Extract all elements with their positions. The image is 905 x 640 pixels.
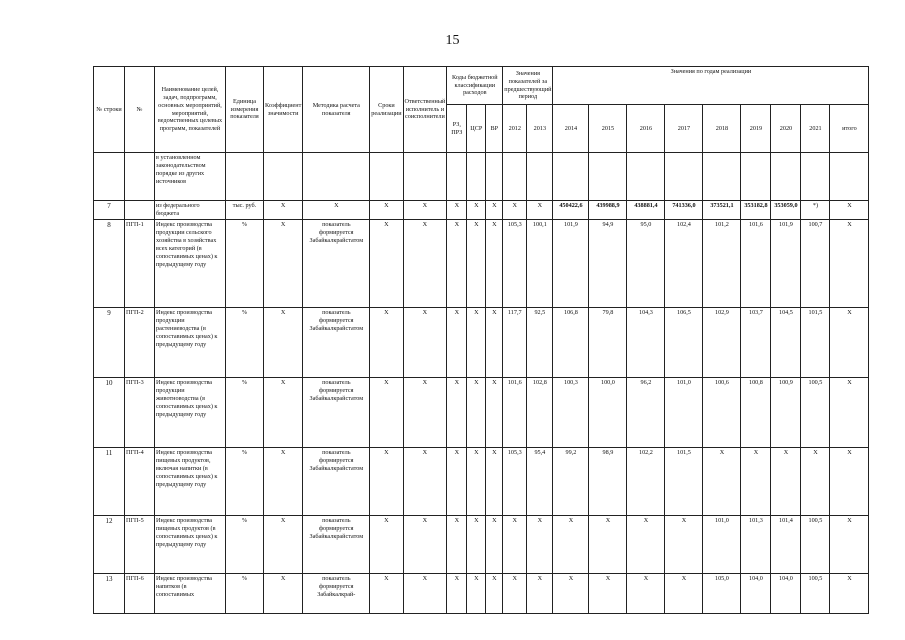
- cell-y2013: 100,1: [527, 219, 553, 307]
- cell-csr: X: [467, 377, 486, 447]
- cell-code: ПГП-3: [125, 377, 155, 447]
- cell-csr: X: [467, 219, 486, 307]
- cell-y2018: 373521,1: [703, 201, 741, 220]
- header-total: итого: [830, 105, 869, 153]
- cell-y2014: 100,3: [553, 377, 589, 447]
- cell-y2014: 450422,6: [553, 201, 589, 220]
- cell-vr: X: [486, 307, 503, 377]
- cell-unit: тыс. руб.: [226, 201, 264, 220]
- cell-vr: X: [486, 515, 503, 573]
- cell-y2021: 101,5: [801, 307, 830, 377]
- cell-unit: %: [226, 219, 264, 307]
- cell-name: Индекс производства пищевых продуктов, включая напитки (в сопоставимых ценах) к предыдущему году: [155, 447, 226, 515]
- cell-csr: X: [467, 201, 486, 220]
- cell-code: [125, 201, 155, 220]
- cell-y2016: 438881,4: [627, 201, 665, 220]
- cell-rz: X: [447, 307, 467, 377]
- cell-method: показатель формируется Забайкалкрай-: [303, 573, 370, 613]
- header-y2016: 2016: [627, 105, 665, 153]
- cell-no: 13: [94, 573, 125, 613]
- cell-vr: X: [486, 573, 503, 613]
- cell-rz: X: [447, 573, 467, 613]
- cell-method: показатель формируется Забайкалкрайстатом: [303, 307, 370, 377]
- header-num: №: [125, 67, 155, 153]
- cell-csr: X: [467, 447, 486, 515]
- cell-no: 12: [94, 515, 125, 573]
- header-y2014: 2014: [553, 105, 589, 153]
- cell-y2014: 101,9: [553, 219, 589, 307]
- table-row: [94, 515, 869, 573]
- cell-terms: X: [370, 201, 403, 220]
- cell-y2017: X: [665, 515, 703, 573]
- cell-y2019: 101,6: [741, 219, 771, 307]
- cell-unit: %: [226, 377, 264, 447]
- cell-y2021: X: [801, 447, 830, 515]
- header-row-no: № строки: [94, 67, 125, 153]
- cell-y2018: 101,2: [703, 219, 741, 307]
- cell-y2013: 95,4: [527, 447, 553, 515]
- cell-y2019: 104,0: [741, 573, 771, 613]
- cell-no: 11: [94, 447, 125, 515]
- cell-y2020: 100,9: [771, 377, 801, 447]
- cell-csr: X: [467, 573, 486, 613]
- table-row: [94, 201, 869, 220]
- cell-unit: %: [226, 573, 264, 613]
- cell-resp: X: [403, 201, 447, 220]
- cell-y2020: 353059,0: [771, 201, 801, 220]
- cell-code: ПГП-4: [125, 447, 155, 515]
- cell-csr: X: [467, 515, 486, 573]
- cell-resp: X: [403, 573, 447, 613]
- cell-name: Индекс производства продукции сельского хозяйства в хозяйствах всех категорий (в сопоставимых ценах) к предыдущему году: [155, 219, 226, 307]
- cell-resp: X: [403, 307, 447, 377]
- cell-y2012: 117,7: [503, 307, 527, 377]
- cell-terms: X: [370, 377, 403, 447]
- header-y2019: 2019: [741, 105, 771, 153]
- cell-y2013: 102,8: [527, 377, 553, 447]
- cell-coef: X: [264, 201, 303, 220]
- cell-csr: X: [467, 307, 486, 377]
- header-rz: РЗ, ПРЗ: [447, 105, 467, 153]
- header-method: Методика расчета показателя: [303, 67, 370, 153]
- cell-coef: X: [264, 515, 303, 573]
- cell-terms: X: [370, 447, 403, 515]
- cell-coef: X: [264, 219, 303, 307]
- cell-y2015: X: [589, 573, 627, 613]
- cell-rz: X: [447, 201, 467, 220]
- cell-total: X: [830, 377, 869, 447]
- cell-name: Индекс производства напитков (в сопоставимых: [155, 573, 226, 613]
- header-y2018: 2018: [703, 105, 741, 153]
- cell-y2018: X: [703, 447, 741, 515]
- cell-y2020: 104,5: [771, 307, 801, 377]
- cell-y2014: X: [553, 573, 589, 613]
- cell-name: Индекс производства продукции животноводства (в сопоставимых ценах) к предыдущему году: [155, 377, 226, 447]
- header-name: Наименование целей, задач, подпрограмм, основных мероприятий, мероприятий, ведомственных целевых программ, показателей: [155, 67, 226, 153]
- cell-no: 8: [94, 219, 125, 307]
- cell-unit: %: [226, 307, 264, 377]
- cell-vr: X: [486, 201, 503, 220]
- cell-y2019: 100,8: [741, 377, 771, 447]
- cell-y2019: 353182,8: [741, 201, 771, 220]
- cell-rz: X: [447, 377, 467, 447]
- cell-y2017: X: [665, 573, 703, 613]
- cell-method: показатель формируется Забайкалкрайстатом: [303, 447, 370, 515]
- cell-y2016: 102,2: [627, 447, 665, 515]
- cell-terms: X: [370, 515, 403, 573]
- cell-total: X: [830, 573, 869, 613]
- header-y2020: 2020: [771, 105, 801, 153]
- cell-y2015: X: [589, 515, 627, 573]
- cell-y2020: 104,0: [771, 573, 801, 613]
- cell-y2013: X: [527, 573, 553, 613]
- cell-total: X: [830, 307, 869, 377]
- cell-name: Индекс производства продукции растениеводства (в сопоставимых ценах) к предыдущему году: [155, 307, 226, 377]
- cell-y2015: 94,9: [589, 219, 627, 307]
- cell-resp: X: [403, 515, 447, 573]
- cell-y2015: 439988,9: [589, 201, 627, 220]
- cell-y2015: 100,0: [589, 377, 627, 447]
- cell-y2021: 100,5: [801, 377, 830, 447]
- cell-terms: X: [370, 573, 403, 613]
- table-row: [94, 219, 869, 307]
- cell-coef: X: [264, 307, 303, 377]
- cell-no: 9: [94, 307, 125, 377]
- cell-y2017: 101,0: [665, 377, 703, 447]
- header-years-group: Значения по годам реализации: [553, 67, 869, 105]
- cell-y2012: 105,3: [503, 219, 527, 307]
- header-codes: Коды бюджетной классификации расходов: [447, 67, 503, 105]
- cell-y2019: X: [741, 447, 771, 515]
- cell-vr: X: [486, 377, 503, 447]
- cell-no: 7: [94, 201, 125, 220]
- table-row: [94, 447, 869, 515]
- header-y2015: 2015: [589, 105, 627, 153]
- page-number: 15: [445, 33, 460, 48]
- cell-y2014: 106,8: [553, 307, 589, 377]
- cell-y2015: 79,8: [589, 307, 627, 377]
- cell-y2016: X: [627, 573, 665, 613]
- cell-y2016: 104,3: [627, 307, 665, 377]
- cell-resp: X: [403, 447, 447, 515]
- table-row: [94, 573, 869, 613]
- cell-y2021: 100,7: [801, 219, 830, 307]
- cell-name: из федерального бюджета: [155, 201, 226, 220]
- cell-code: ПГП-5: [125, 515, 155, 573]
- cell-method: X: [303, 201, 370, 220]
- cell-y2020: 101,4: [771, 515, 801, 573]
- indicators-table: [93, 66, 869, 614]
- cell-name: Индекс производства пищевых продуктов (в сопоставимых ценах) к предыдущему году: [155, 515, 226, 573]
- cell-y2017: 741336,0: [665, 201, 703, 220]
- cell-method: показатель формируется Забайкалкрайстатом: [303, 515, 370, 573]
- cell-y2014: 99,2: [553, 447, 589, 515]
- cell-y2014: X: [553, 515, 589, 573]
- cell-total: X: [830, 447, 869, 515]
- cell-rz: X: [447, 515, 467, 573]
- cell-y2021: *): [801, 201, 830, 220]
- cell-code: ПГП-1: [125, 219, 155, 307]
- cell-y2012: 105,3: [503, 447, 527, 515]
- header-y2013: 2013: [527, 105, 553, 153]
- header-y2017: 2017: [665, 105, 703, 153]
- cell-no: 10: [94, 377, 125, 447]
- cell-code: ПГП-6: [125, 573, 155, 613]
- cell-coef: X: [264, 573, 303, 613]
- cell-resp: X: [403, 219, 447, 307]
- cell-terms: X: [370, 219, 403, 307]
- header-terms: Сроки реализации: [370, 67, 403, 153]
- cell-total: X: [830, 201, 869, 220]
- cell-vr: X: [486, 447, 503, 515]
- cell-vr: X: [486, 219, 503, 307]
- cell-y2012: 101,6: [503, 377, 527, 447]
- header-y2021: 2021: [801, 105, 830, 153]
- header-csr: ЦСР: [467, 105, 486, 153]
- cell-y2018: 105,0: [703, 573, 741, 613]
- cell-total: X: [830, 219, 869, 307]
- cell-y2013: 92,5: [527, 307, 553, 377]
- continuation-text: в установленном законодательством порядке из других источников: [155, 153, 226, 201]
- cell-y2013: X: [527, 201, 553, 220]
- cell-y2012: X: [503, 515, 527, 573]
- table-row-continuation: [94, 153, 869, 201]
- cell-method: показатель формируется Забайкалкрайстатом: [303, 219, 370, 307]
- table-row: [94, 377, 869, 447]
- cell-y2012: X: [503, 573, 527, 613]
- cell-rz: X: [447, 219, 467, 307]
- cell-method: показатель формируется Забайкалкрайстатом: [303, 377, 370, 447]
- cell-y2017: 102,4: [665, 219, 703, 307]
- cell-y2016: 95,0: [627, 219, 665, 307]
- cell-y2016: 96,2: [627, 377, 665, 447]
- cell-unit: %: [226, 447, 264, 515]
- cell-y2017: 101,5: [665, 447, 703, 515]
- cell-y2012: X: [503, 201, 527, 220]
- cell-total: X: [830, 515, 869, 573]
- cell-code: ПГП-2: [125, 307, 155, 377]
- cell-y2018: 102,9: [703, 307, 741, 377]
- cell-coef: X: [264, 447, 303, 515]
- cell-y2020: X: [771, 447, 801, 515]
- cell-rz: X: [447, 447, 467, 515]
- header-y2012: 2012: [503, 105, 527, 153]
- cell-y2013: X: [527, 515, 553, 573]
- table-row: [94, 307, 869, 377]
- cell-y2017: 106,5: [665, 307, 703, 377]
- cell-coef: X: [264, 377, 303, 447]
- header-unit: Единица измерения показателя: [226, 67, 264, 153]
- cell-y2018: 100,6: [703, 377, 741, 447]
- header-coef: Коэффициент значимости: [264, 67, 303, 153]
- header-prev: Значения показателей за предшествующий период: [503, 67, 553, 105]
- header-vr: ВР: [486, 105, 503, 153]
- cell-y2021: 100,5: [801, 515, 830, 573]
- cell-y2019: 103,7: [741, 307, 771, 377]
- cell-y2018: 101,0: [703, 515, 741, 573]
- cell-y2015: 98,9: [589, 447, 627, 515]
- cell-unit: %: [226, 515, 264, 573]
- header-resp: Ответственный исполнитель и соисполнители: [403, 67, 447, 153]
- cell-y2021: 100,5: [801, 573, 830, 613]
- cell-y2016: X: [627, 515, 665, 573]
- cell-y2019: 101,3: [741, 515, 771, 573]
- cell-terms: X: [370, 307, 403, 377]
- cell-resp: X: [403, 377, 447, 447]
- cell-y2020: 101,9: [771, 219, 801, 307]
